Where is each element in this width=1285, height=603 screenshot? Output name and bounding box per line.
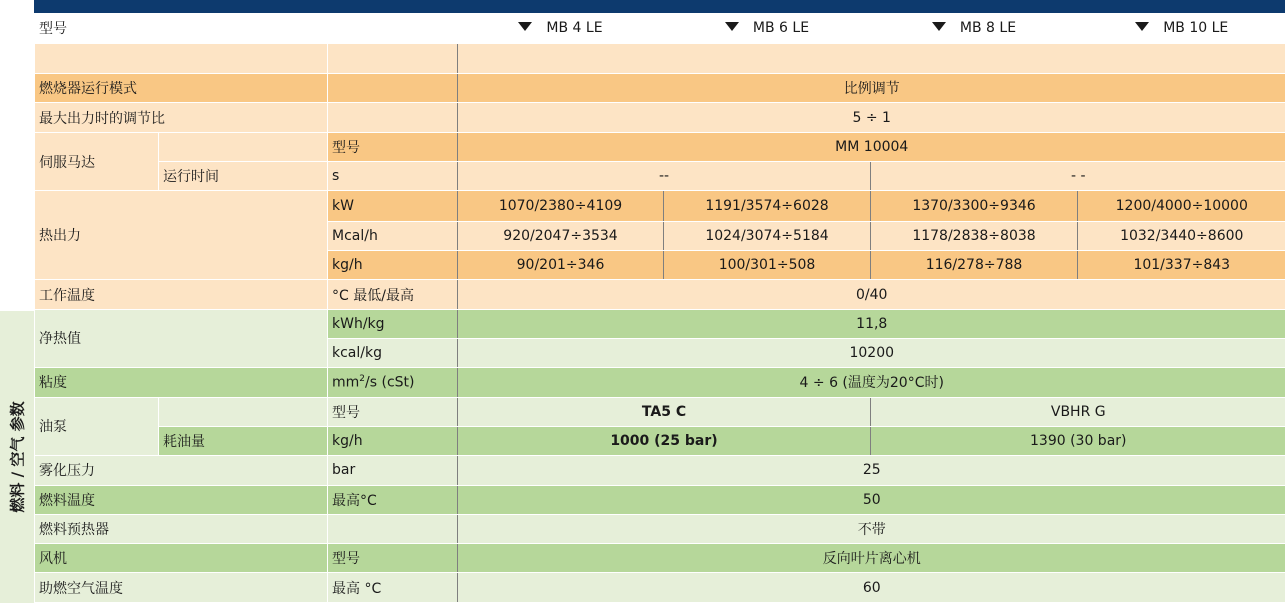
value-cell: 116/278÷788 xyxy=(871,251,1078,280)
header-bar xyxy=(34,0,1285,13)
row-label: 油泵 xyxy=(35,397,159,456)
table-row xyxy=(35,103,1285,132)
triangle-down-icon xyxy=(518,22,532,31)
table-row xyxy=(35,485,1285,514)
table-row xyxy=(35,74,1285,103)
value-cell: 101/337÷843 xyxy=(1078,251,1285,280)
row-value: 60 xyxy=(458,573,1285,603)
row-label: 燃烧器运行模式 xyxy=(35,74,328,103)
row-label: 热出力 xyxy=(35,191,328,280)
row-label: 工作温度 xyxy=(35,280,328,309)
unit-cell: Mcal/h xyxy=(328,221,458,250)
spacer-row xyxy=(35,43,1285,73)
table-row xyxy=(35,456,1285,485)
table-row xyxy=(35,514,1285,543)
table-row xyxy=(35,573,1285,603)
value-cell: 1178/2838÷8038 xyxy=(871,221,1078,250)
unit-cell: 型号 xyxy=(328,544,458,573)
unit-cell: $mm^2/s$ (cSt) xyxy=(328,368,458,397)
table-row xyxy=(35,544,1285,573)
row-label: 最大出力时的调节比 xyxy=(35,103,328,132)
unit-cell: 型号 xyxy=(328,397,458,426)
table-row xyxy=(35,426,1285,455)
fuel-air-section-label: 燃料 / 空气 参数 xyxy=(8,401,27,513)
row-value: - - xyxy=(871,162,1285,191)
row-value: 4 ÷ 6 (温度为20°C时) xyxy=(458,368,1285,397)
unit-cell: 最高°C xyxy=(328,485,458,514)
row-value: 0/40 xyxy=(458,280,1285,309)
row-label: 燃料温度 xyxy=(35,485,328,514)
row-label: 助燃空气温度 xyxy=(35,573,328,603)
row-label: 风机 xyxy=(35,544,328,573)
table-row xyxy=(35,397,1285,426)
value-cell: 90/201÷346 xyxy=(458,251,664,280)
table-row xyxy=(35,309,1285,338)
row-value: 11,8 xyxy=(458,309,1285,338)
row-label: 净热值 xyxy=(35,309,328,368)
row-value: 5 ÷ 1 xyxy=(458,103,1285,132)
value-cell: 100/301÷508 xyxy=(664,251,871,280)
unit-cell xyxy=(328,514,458,543)
row-value: VBHR G xyxy=(871,397,1285,426)
value-cell: 920/2047÷3534 xyxy=(458,221,664,250)
value-cell: 1200/4000÷10000 xyxy=(1078,191,1285,221)
unit-cell: 最高 °C xyxy=(328,573,458,603)
row-value: 25 xyxy=(458,456,1285,485)
specs-table xyxy=(34,13,1285,603)
row-value: MM 10004 xyxy=(458,132,1285,161)
row-value: 不带 xyxy=(458,514,1285,543)
unit-cell: kW xyxy=(328,191,458,221)
table-row xyxy=(35,368,1285,397)
unit-cell: bar xyxy=(328,456,458,485)
unit-cell: s xyxy=(328,162,458,191)
table-row xyxy=(35,191,1285,221)
table-row xyxy=(35,280,1285,309)
row-value: 反向叶片离心机 xyxy=(458,544,1285,573)
row-label: 雾化压力 xyxy=(35,456,328,485)
row-value: 比例调节 xyxy=(458,74,1285,103)
table-row xyxy=(35,132,1285,161)
unit-cell: °C 最低/最高 xyxy=(328,280,458,309)
row-value: 1000 (25 bar) xyxy=(458,426,871,455)
unit-cell: kWh/kg xyxy=(328,309,458,338)
model-column-label: 型号 xyxy=(35,13,328,43)
unit-cell: kg/h xyxy=(328,426,458,455)
sub-label: 耗油量 xyxy=(159,426,328,455)
unit-cell: 型号 xyxy=(328,132,458,161)
value-cell: 1370/3300÷9346 xyxy=(871,191,1078,221)
value-cell: 1024/3074÷5184 xyxy=(664,221,871,250)
row-value: TA5 C xyxy=(458,397,871,426)
row-value: 50 xyxy=(458,485,1285,514)
value-cell: 1191/3574÷6028 xyxy=(664,191,871,221)
row-value: -- xyxy=(458,162,871,191)
header-unit-cell xyxy=(328,13,458,43)
triangle-down-icon xyxy=(932,22,946,31)
value-cell: 1070/2380÷4109 xyxy=(458,191,664,221)
triangle-down-icon xyxy=(1135,22,1149,31)
row-label: 粘度 xyxy=(35,368,328,397)
row-label: 伺服马达 xyxy=(35,132,159,191)
triangle-down-icon xyxy=(725,22,739,31)
table-row xyxy=(35,162,1285,191)
sub-label: 运行时间 xyxy=(159,162,328,191)
model-header-mb4[interactable]: MB 4 LE xyxy=(458,13,664,43)
value-cell: 1032/3440÷8600 xyxy=(1078,221,1285,250)
unit-cell: kcal/kg xyxy=(328,338,458,367)
header-row xyxy=(35,13,1285,43)
row-label: 燃料预热器 xyxy=(35,514,328,543)
unit-cell: kg/h xyxy=(328,251,458,280)
row-value: 1390 (30 bar) xyxy=(871,426,1285,455)
model-header-mb8[interactable]: MB 8 LE xyxy=(871,13,1078,43)
row-value: 10200 xyxy=(458,338,1285,367)
model-header-mb10[interactable]: MB 10 LE xyxy=(1078,13,1285,43)
model-header-mb6[interactable]: MB 6 LE xyxy=(664,13,871,43)
